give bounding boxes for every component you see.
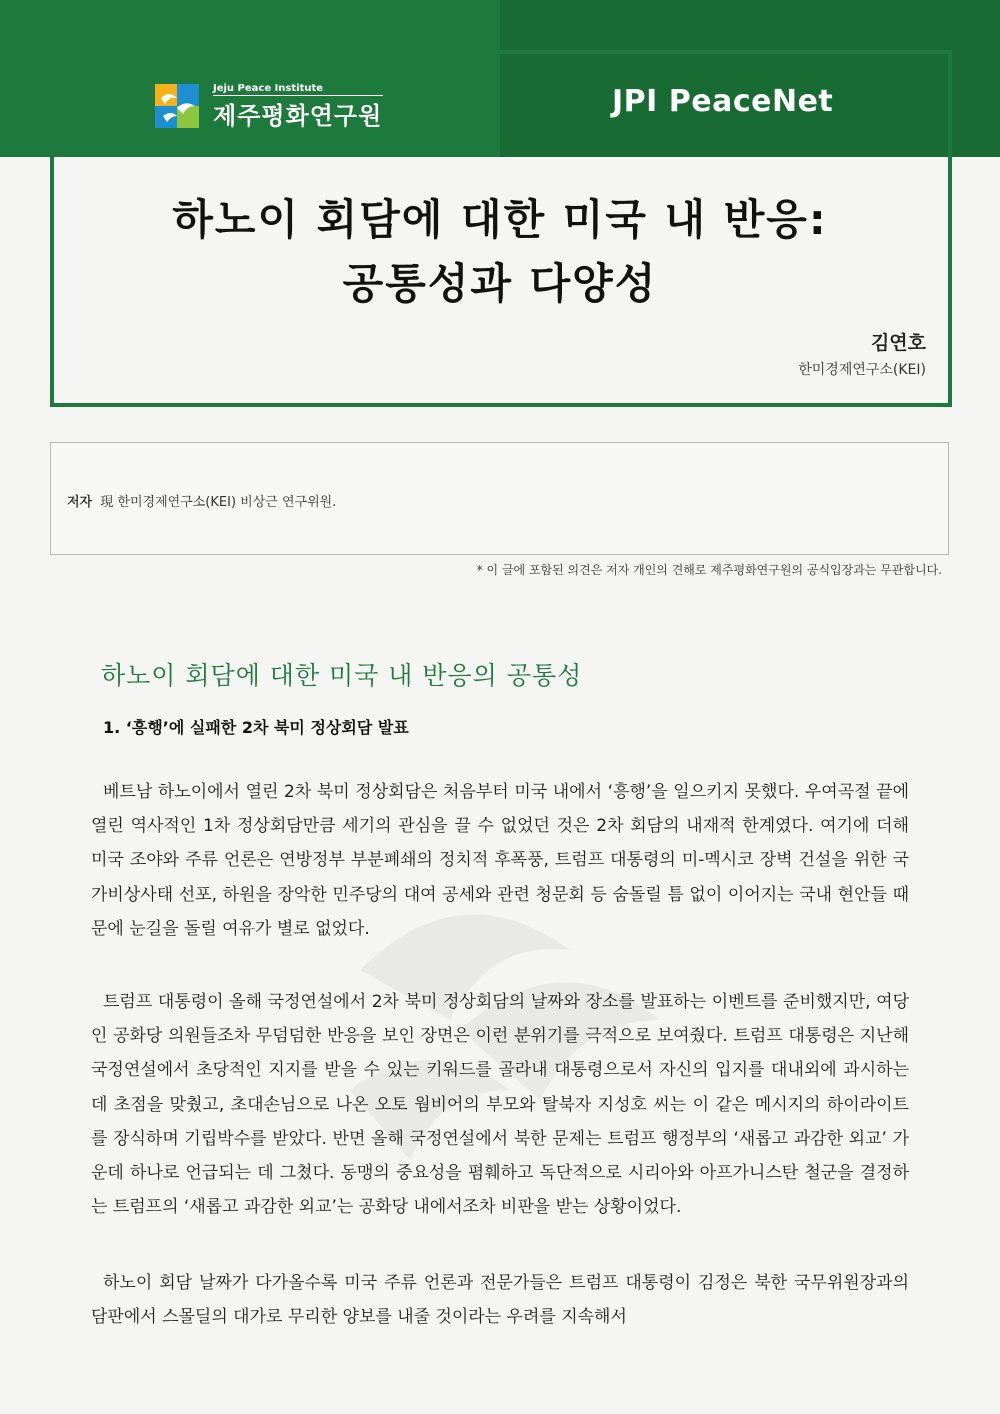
body-paragraph-2: 트럼프 대통령이 올해 국정연설에서 2차 북미 정상회담의 날짜와 장소를 발표하는 이벤트를 준비했지만, 여당인 공화당 의원들조차 무덤덤한 반응을 보인 장면은 이런 분위기를 극적으로 보여줬다. 트럼프 대통령은 지난해 국정연설에서 초당적인 지지를 받을 수 있는 키워드를 골라내 대통령으로서 자신의 입지를 대내외에 과시하는 데 초점을 맞췄고, 초대손님으로 나온 오토 웜비어의 부모와 탈북자 지성호 씨는 이 같은 메시지의 하이라이트를 장식하며 기립박수를 받았다. 반면 올해 국정연설에서 북한 문제는 트럼프 행정부의 ‘새롭고 과감한 외교’ 가운데 하나로 언급되는 데 그쳤다. 동맹의 중요성을 폄훼하고 독단적으로 시리아와 아프가니스탄 철군을 결정하는 트럼프의 ‘새롭고 과감한 외교’는 공화당 내에서조차 비판을 받는 상황이었다. [91, 992, 909, 1218]
peacenet-brand: JPI PeaceNet [612, 84, 834, 119]
author-box-label: 저자 [67, 495, 93, 510]
logo-english-name: Jeju Peace Institute [213, 83, 383, 96]
author-box-text: 現 한미경제연구소(KEI) 비상근 연구위원. [100, 495, 337, 510]
author-info-box [50, 442, 949, 555]
body-paragraph-3: 하노이 회담 날짜가 다가올수록 미국 주류 언론과 전문가들은 트럼프 대통령이 김정은 북한 국무위원장과의 담판에서 스몰딜의 대가로 무리한 양보를 내줄 것이라는 우려를 지속해서 [91, 1273, 909, 1328]
section-heading: 하노이 회담에 대한 미국 내 반응의 공통성 [101, 661, 583, 690]
page-title [56, 188, 944, 316]
logo-korean-name: 제주평화연구원 [213, 102, 383, 130]
jeju-peace-institute-logo [155, 83, 383, 131]
title-line-1: 하노이 회담에 대한 미국 내 반응: [172, 195, 828, 244]
author-organization: 한미경제연구소(KEI) [798, 362, 926, 378]
body-paragraph-1: 베트남 하노이에서 열린 2차 북미 정상회담은 처음부터 미국 내에서 ‘흥행’을 일으키지 못했다. 우여곡절 끝에 열린 역사적인 1차 정상회담만큼 세기의 관심을 끌 수 없었던 것은 2차 회담의 내재적 한계였다. 여기에 더해 미국 조야와 주류 언론은 연방정부 부분폐쇄의 정치적 후폭풍, 트럼프 대통령의 미-멕시코 장벽 건설을 위한 국가비상사태 선포, 하원을 장악한 민주당의 대여 공세와 관련 청문회 등 숨돌릴 틈 없이 이어지는 국내 현안들 때문에 눈길을 돌릴 여유가 별로 없었다. [91, 782, 909, 939]
author-name: 김연호 [870, 332, 926, 354]
disclaimer: * 이 글에 포함된 의견은 저자 개인의 견해로 제주평화연구원의 공식입장과는 무관합니다. [476, 563, 942, 577]
dove-logo-icon [155, 84, 205, 130]
subsection-heading: 1. ‘흥행’에 실패한 2차 북미 정상회담 발표 [103, 718, 409, 737]
title-line-2: 공통성과 다양성 [342, 259, 658, 308]
